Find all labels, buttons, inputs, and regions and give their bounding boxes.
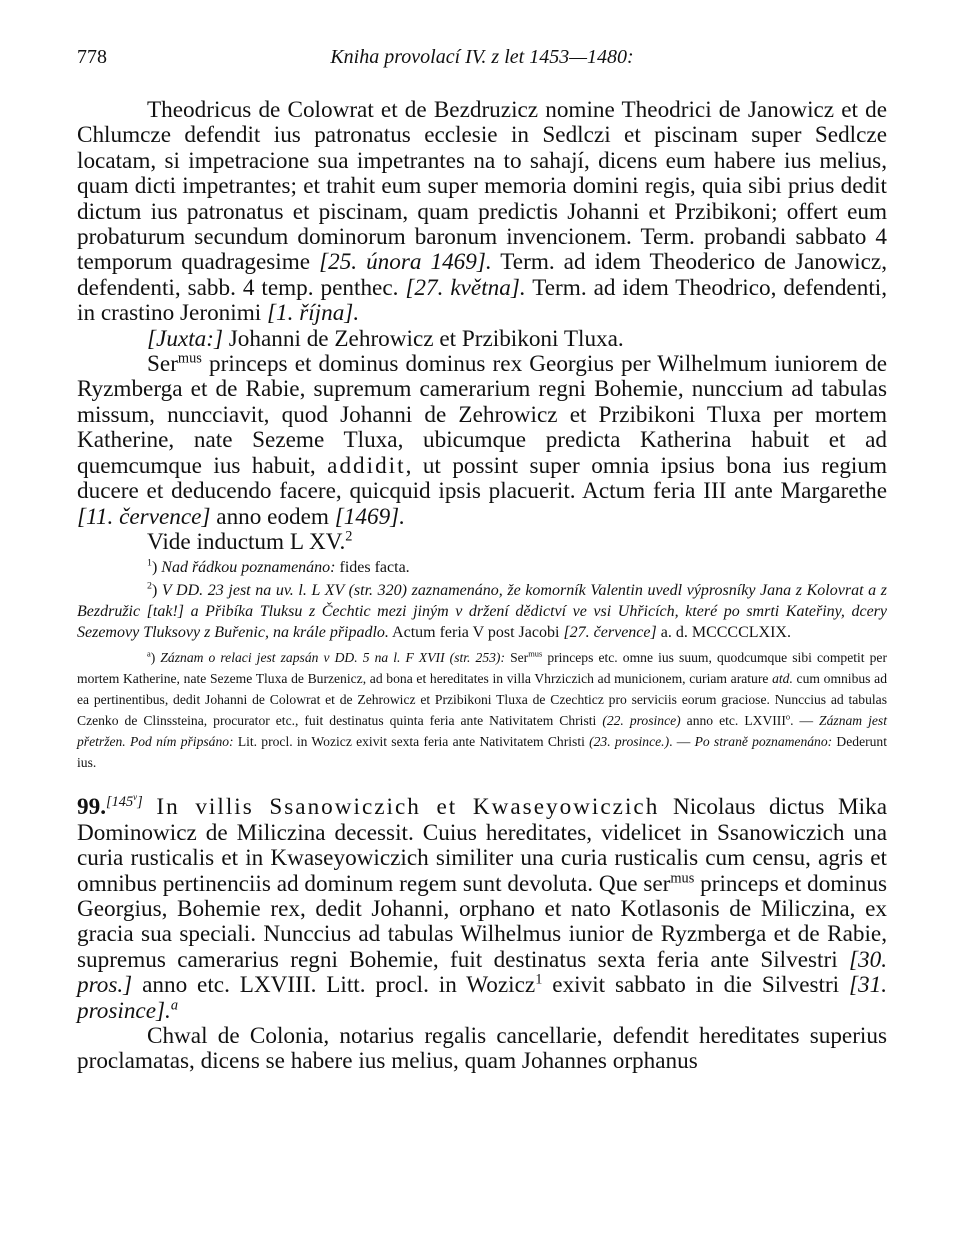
entry-sermus-relatio: Ser$^{mus}$ princeps et dominus dominus rex Georgius per Wilhelmum iuniorem de Ryzmberga et de Rabie, supremum camerarium regni Bohemie, nunccium ad tabulas missum, nuncciavit, quod Johanni de Zehrowicz et Przibikoni Tluxa per mortem Katherine, nate Sezeme Tluxa, ubicumque predicta Katherina habuit et ad quemcumque ius habuit, addidit, ut possint super omnia ipsius bona ius regium ducere et deducendo facere, quicquid ipsis placuerit. Actum feria III ante Margarethe [11. července] anno eodem [1469]. xyxy=(77,350,887,530)
page-header xyxy=(77,46,887,74)
date-annotation: [1469]. xyxy=(334,503,405,530)
variant-note-a: $^a$) Záznam o relaci jest zapsán v DD. 5 na l. F XVII (str. 253): Ser$^{mus}$ princeps etc. omne ius suum, quodcumque sibi competit per mortem Katherine, nate Sezeme Tluxa de Burzenicz, ad bona et hereditates in villa Vhrziczich ad municionem, curiam arature atd. cum omnibus ad ea pertinentibus, dedit Johanni de Colowrat et de Zehrowicz et Przibikoni Tluxa de Czechticz pro serviciis eorum graciose. Nunccius ad tabulas Czenko de Clinssteina, procurator etc., fuit destinatus quinta feria ante Nativitatem Christi (22. prosince) anno etc. LXVIII$^o$. — Záznam jest přetržen. Pod ním připsáno: Lit. procl. in Wozicz exivit sexta feria ante Nativitatem Christi (23. prosince.). — Po straně poznamenáno: Dederunt ius. xyxy=(77,648,888,771)
date-annotation: [11. července] xyxy=(77,503,211,530)
date-annotation: [25. února 1469]. xyxy=(319,249,492,276)
footnote-ref: 1 xyxy=(535,971,543,988)
running-title: Kniha provolací IV. z let 1453—1480: xyxy=(330,46,634,68)
page-body xyxy=(77,98,887,1075)
date-annotation: [31. prosince]. xyxy=(77,972,888,1024)
section-gap xyxy=(77,773,887,795)
entry-number: 99. xyxy=(77,794,106,821)
variant-ref: a xyxy=(170,996,179,1013)
vide-line: Vide inductum L XV.$^2$ xyxy=(147,528,353,555)
entry-chwal: Chwal de Colonia, notarius regalis cancellarie, defendit hereditates superius proclamatas, dicens se habere ius melius, quam Johannes orphanus xyxy=(77,1022,887,1075)
footnote-1: $^1$) Nad řádkou poznamenáno: fides facta. xyxy=(147,557,410,577)
date-annotation: [30. pros.] xyxy=(77,946,887,999)
spaced-words: In villis Ssanowiczich et Kwaseyowiczich xyxy=(156,794,660,821)
date-annotation: [27. května]. xyxy=(405,274,526,301)
footnote-2: $^2$) V DD. 23 jest na uv. l. L XV (str. 320) zaznamenáno, že komorník Valentin uvedl výprosníky Jana z Kolovrat a z Bezdružic [tak!] a Přibíka Tluksu z Čechtic mezi jiným v držení dědictví ve vsi Uhřicích, které po smrti Kateřiny, dcery Sezemovy Tluksovy z Buřenic, na krále připadlo. Actum feria V post Jacobi [27. července] a. d. MCCCCLXIX. xyxy=(77,580,888,642)
folio-mark: [145v] xyxy=(105,791,143,810)
spaced-word: addidit xyxy=(327,452,406,479)
page-number: 778 xyxy=(77,46,107,68)
footnote-ref: 2 xyxy=(345,528,353,545)
entry-99: 99.[145v] In villis Ssanowiczich et Kwaseyowiczich Nicolaus dictus Mika Dominowicz de Miliczina decessit. Cuius hereditates, videlicet in Ssanowiczich una curia rusticalis et in Kwaseyowiczich similiter una curia rusticalis cum censu, agris et omnibus pertinenciis ad dominum regem sunt devoluta. Que ser$^{mus}$ princeps et dominus Georgius, Bohemie rex, dedit Johanni, orphano et nato Kotlasonis de Miliczina, ex gracia sua speciali. Nunccius ad tabulas Wilhelmus iunior de Ryzmberga et de Rabie, supremus camerarius regni Bohemie, fuit destinatus sexta feria ante Silvestri [30. pros.] anno etc. LXVIII. Litt. procl. in Wozicz$^1$ exivit sabbato in die Silvestri [31. prosince].$^a$ xyxy=(77,791,888,1024)
entry-theodricus: Theodricus de Colowrat et de Bezdruzicz nomine Theodrici de Janowicz et de Chlumcze defendit ius patronatus ecclesie in Sedlczi et piscinam super Sedlcze locatam, si impetracione sua impetrantes na to sahají, dicens eum habere ius melius, quam dicti impetrantes; et trahit eum super memoria domini regis, quia sibi prius dedit dictum ius patronatus et piscinam, quam predictis Johanni et Przibikoni; offert eum probaturum secundum dominorum baronum invencionem. Term. probandi sabbato 4 temporum quadragesime [25. února 1469]. Term. ad idem Theoderico de Janowicz, defendenti, sabb. 4 temp. penthec. [27. května]. Term. ad idem Theodrico, defendenti, in crastino Jeronimi [1. října]. xyxy=(77,97,888,327)
date-annotation: [1. října]. xyxy=(266,300,360,327)
juxta-label: [Juxta:] xyxy=(147,325,223,352)
juxta-line: [Juxta:] Johanni de Zehrowicz et Przibikoni Tluxa. xyxy=(147,325,624,352)
